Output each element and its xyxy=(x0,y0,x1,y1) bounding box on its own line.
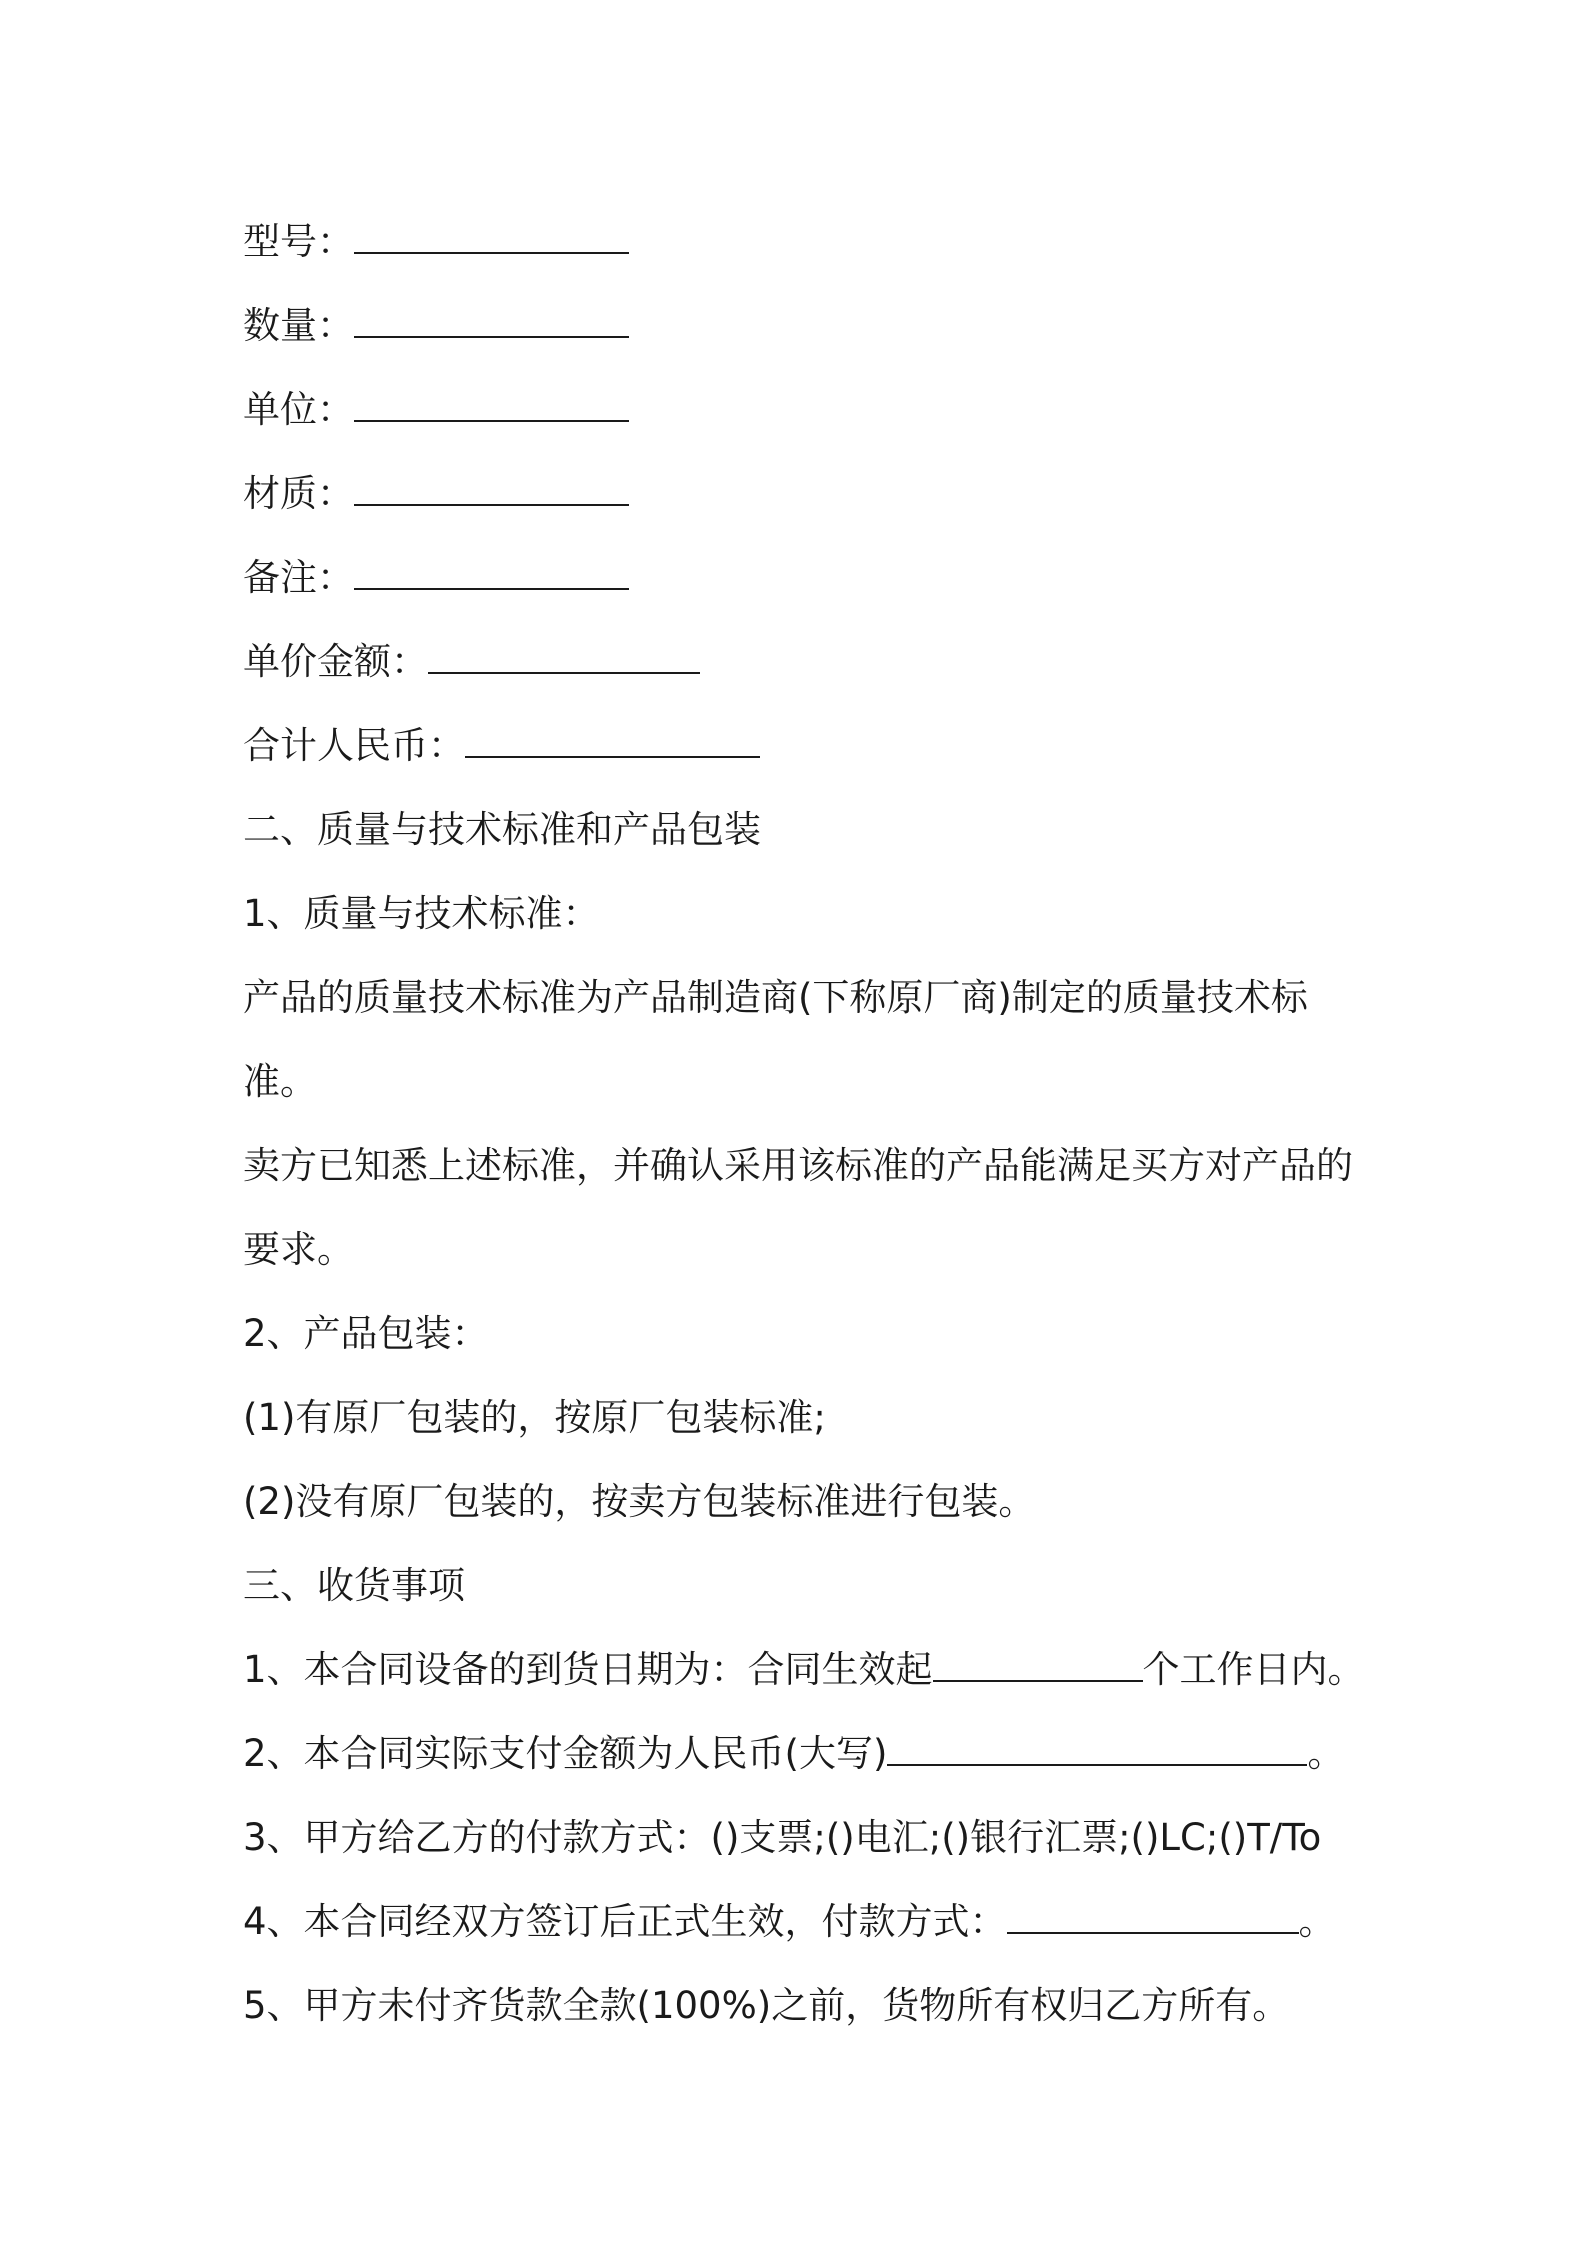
unit-label: 单位： xyxy=(243,388,354,431)
model-blank xyxy=(354,222,629,254)
remark-blank xyxy=(354,558,629,590)
seller-paragraph-line1: 卖方已知悉上述标准，并确认采用该标准的产品能满足买方对产品的 xyxy=(243,1144,1353,1187)
delivery-item-3: 3、甲方给乙方的付款方式：()支票;()电汇;()银行汇票;()LC;()T/To xyxy=(243,1816,1322,1859)
delivery-item-2 xyxy=(243,1712,1363,1796)
material-label: 材质： xyxy=(243,472,354,515)
document-body xyxy=(243,200,1363,2048)
delivery-item-4-suffix: 。 xyxy=(1298,1900,1336,1943)
quantity-field xyxy=(243,284,1363,368)
delivery-days-blank xyxy=(933,1650,1143,1682)
seller-paragraph-line2: 要求。 xyxy=(243,1228,354,1271)
section2-heading: 二、质量与技术标准和产品包装 xyxy=(243,808,761,851)
delivery-item-4-text: 4、本合同经双方签订后正式生效，付款方式： xyxy=(243,1900,1007,1943)
unit-price-blank xyxy=(428,642,700,674)
quantity-label: 数量： xyxy=(243,304,354,347)
packaging-item-2: (2)没有原厂包装的，按卖方包装标准进行包装。 xyxy=(243,1480,1036,1523)
delivery-item-1 xyxy=(243,1628,1363,1712)
quality-paragraph-line2: 准。 xyxy=(243,1060,317,1103)
packaging-item-1: (1)有原厂包装的，按原厂包装标准; xyxy=(243,1396,826,1439)
quality-paragraph-line1: 产品的质量技术标准为产品制造商(下称原厂商)制定的质量技术标 xyxy=(243,976,1308,1019)
model-label: 型号： xyxy=(243,220,354,263)
total-rmb-label: 合计人民币： xyxy=(243,724,465,767)
remark-field xyxy=(243,536,1363,620)
model-field xyxy=(243,200,1363,284)
delivery-item-5: 5、甲方未付齐货款全款(100%)之前，货物所有权归乙方所有。 xyxy=(243,1984,1290,2027)
delivery-item-4 xyxy=(243,1880,1363,1964)
total-rmb-field xyxy=(243,704,1363,788)
unit-price-label: 单价金额： xyxy=(243,640,428,683)
payment-amount-blank xyxy=(887,1734,1307,1766)
delivery-item-2-text: 2、本合同实际支付金额为人民币(大写) xyxy=(243,1732,888,1775)
total-rmb-blank xyxy=(465,726,760,758)
remark-label: 备注： xyxy=(243,556,354,599)
quantity-blank xyxy=(354,306,629,338)
delivery-item-1-text: 1、本合同设备的到货日期为：合同生效起 xyxy=(243,1648,933,1691)
unit-price-field xyxy=(243,620,1363,704)
delivery-item-2-suffix: 。 xyxy=(1307,1732,1345,1775)
section3-heading: 三、收货事项 xyxy=(243,1564,465,1607)
payment-method-blank xyxy=(1007,1902,1299,1934)
unit-blank xyxy=(354,390,629,422)
material-blank xyxy=(354,474,629,506)
material-field xyxy=(243,452,1363,536)
unit-field xyxy=(243,368,1363,452)
section2-sub1-heading: 1、质量与技术标准： xyxy=(243,892,600,935)
section2-sub2-heading: 2、产品包装： xyxy=(243,1312,489,1355)
delivery-item-1-suffix: 个工作日内。 xyxy=(1142,1648,1365,1691)
